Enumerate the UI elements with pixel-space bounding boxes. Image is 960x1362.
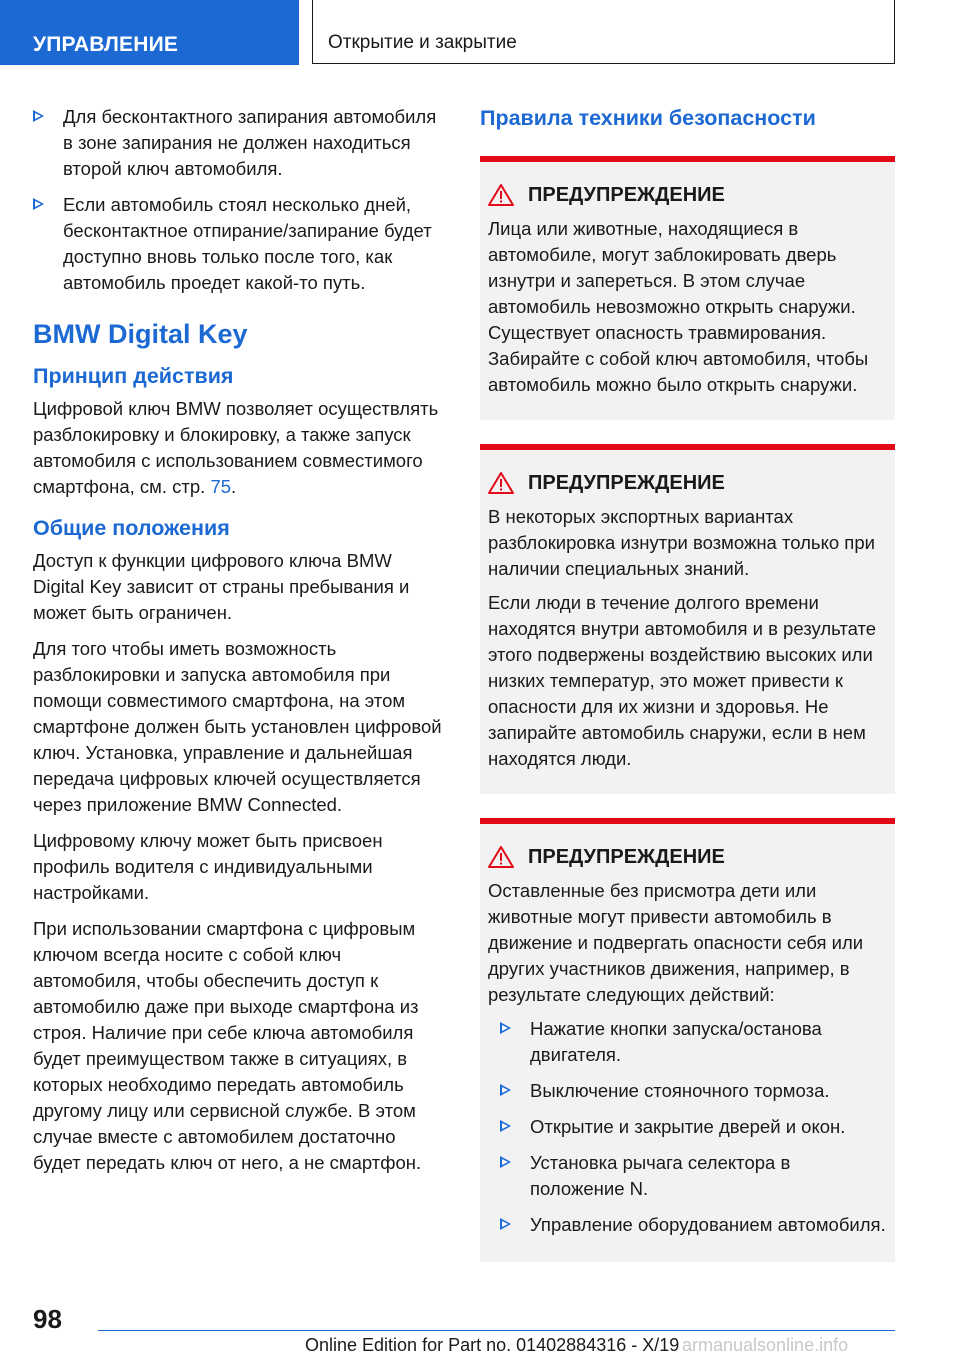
warning-text: Если люди в течение долгого времени находятся внутри автомобиля и в результате этого подвержены воздействию высоких или низких температур, это может привести к опасности для их жизни и здоровья. Не запирайте автомобиль снаружи, если в нем находятся люди.: [488, 592, 877, 769]
triangle-bullet-icon: [500, 1120, 511, 1132]
footer-divider: [98, 1330, 895, 1331]
principle-paragraph: Цифровой ключ BMW позволяет осуществлять разблокировку и блокировку, а также запуск автомобиля с использованием совместимого смартфона, см. стр. 75.: [33, 398, 439, 497]
principle-heading: Принцип действия: [33, 364, 234, 388]
left-column: [33, 104, 448, 1186]
list-item: Выключение стояночного тормоза.: [500, 1078, 887, 1104]
warning-header: [488, 470, 887, 496]
section-title: УПРАВЛЕНИЕ: [33, 33, 179, 56]
triangle-bullet-icon: [500, 1084, 511, 1096]
warning-text: Оставленные без присмотра дети или животные могут привести автомобиль в движение и подвергать опасности себя или других участников движения, например, в результате следующих действий:: [488, 880, 864, 1005]
page-title: BMW Digital Key: [33, 319, 248, 349]
list-item: Открытие и закрытие дверей и окон.: [500, 1114, 887, 1140]
section-tab: [0, 0, 299, 65]
warning-box: [480, 818, 895, 1262]
warning-label: ПРЕДУПРЕЖДЕНИЕ: [528, 184, 725, 206]
warning-bullets: [500, 1016, 887, 1238]
warning-box: [480, 156, 895, 420]
key-bullets: [33, 104, 448, 296]
watermark: armanualsonline.info: [682, 1335, 849, 1355]
list-item: Установка рычага селектора в положение N.: [500, 1150, 887, 1202]
chapter-header: [312, 0, 895, 64]
warning-text: В некоторых экспортных вариантах разблокировка изнутри возможна только при наличии специальных знаний.: [488, 506, 875, 579]
triangle-bullet-icon: [33, 198, 44, 210]
edition-text: Online Edition for Part no. 01402884316 - X/19: [305, 1335, 680, 1355]
warning-header: [488, 182, 887, 208]
general-paragraph: Цифровому ключу может быть присвоен профиль водителя с индивидуальными настройками.: [33, 830, 383, 903]
right-column: [480, 104, 895, 1262]
page-reference-link[interactable]: 75: [210, 476, 232, 497]
general-heading: Общие положения: [33, 516, 230, 540]
warning-triangle-icon: [488, 472, 514, 494]
warning-triangle-icon: [488, 846, 514, 868]
list-item: Управление оборудованием автомобиля.: [500, 1212, 887, 1238]
triangle-bullet-icon: [500, 1022, 511, 1034]
triangle-bullet-icon: [33, 110, 44, 122]
general-paragraph: При использовании смартфона с цифровым ключом всегда носите с собой ключ автомобиля, чтобы обеспечить доступ к автомобилю даже при выходе смартфона из строя. Наличие при себе ключа автомобиля будет преимуществом также в ситуациях, в которых необходимо передать автомобиль другому лицу или сервисной службе. В этом случае вместе с автомобилем достаточно будет передать ключ от него, а не смартфон.: [33, 918, 422, 1173]
warning-text: Лица или животные, находящиеся в автомобиле, могут заблокировать дверь изнутри и запереться. В этом случае автомобиль невозможно открыть снаружи. Существует опасность травмирования. Забирайте с собой ключ автомобиля, чтобы автомобиль можно было открыть снаружи.: [488, 218, 869, 395]
general-paragraph: Для того чтобы иметь возможность разблокировки и запуска автомобиля при помощи совместимого смартфона, на этом смартфоне должен быть установлен цифровой ключ. Установка, управление и дальнейшая передача цифровых ключей осуществляется через приложение BMW Connected.: [33, 638, 442, 815]
chapter-title: Открытие и закрытие: [328, 32, 517, 53]
warning-label: ПРЕДУПРЕЖДЕНИЕ: [528, 472, 725, 494]
list-item: Если автомобиль стоял несколько дней, бесконтактное отпирание/запирание будет доступно вновь только после того, как автомобиль проедет какой-то путь.: [33, 192, 448, 296]
list-item: Нажатие кнопки запуска/останова двигателя.: [500, 1016, 887, 1068]
triangle-bullet-icon: [500, 1218, 511, 1230]
general-paragraph: Доступ к функции цифрового ключа BMW Digital Key зависит от страны пребывания и может быть ограничен.: [33, 550, 410, 623]
warning-label: ПРЕДУПРЕЖДЕНИЕ: [528, 846, 725, 868]
warning-header: [488, 844, 887, 870]
list-item: Для бесконтактного запирания автомобиля в зоне запирания не должен находиться второй ключ автомобиля.: [33, 104, 448, 182]
warning-triangle-icon: [488, 184, 514, 206]
page-number: 98: [33, 1304, 62, 1334]
safety-heading: Правила техники безопасности: [480, 106, 816, 130]
warning-box: [480, 444, 895, 794]
triangle-bullet-icon: [500, 1156, 511, 1168]
